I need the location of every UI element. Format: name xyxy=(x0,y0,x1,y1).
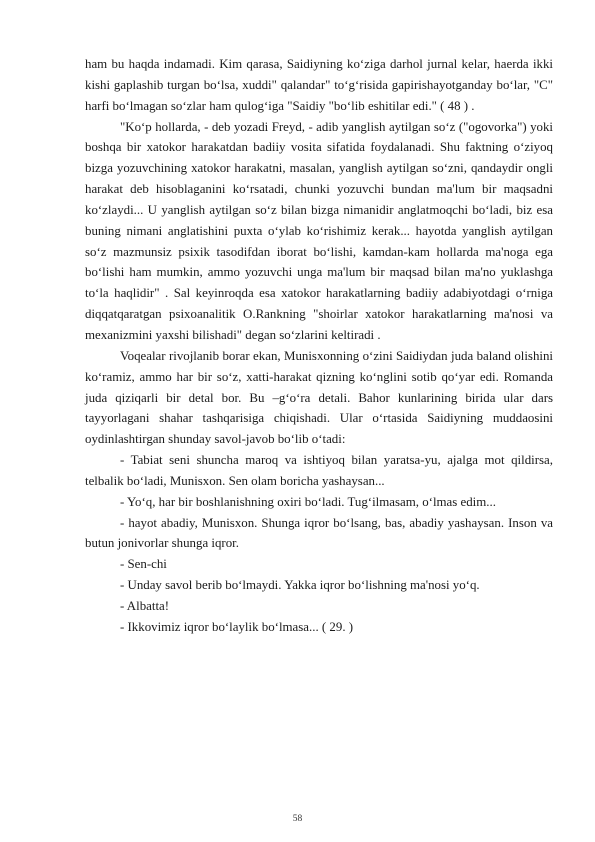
dialogue-line-3: - hayot abadiy, Munisxon. Shunga iqror bo‘lsang, bas, abadiy yashaysan. Inson va butun jonivorlar shunga iqror. xyxy=(85,515,553,551)
dialogue-line-5: - Unday savol berib bo‘lmaydi. Yakka iqror bo‘lishning ma'nosi yo‘q. xyxy=(120,578,480,593)
paragraph-1: ham bu haqda indamadi. Kim qarasa, Saidiyning ko‘ziga darhol jurnal kelar, haerda ikki kishi gaplashib turgan bo‘lsa, xuddi" qalandar" to‘g‘risida gapirishayotganday bo‘lar, "C" harfi bo‘lmagan so‘zlar ham qulog‘iga "Saidiy "bo‘lib eshitilar edi." ( 48 ) . xyxy=(85,57,553,113)
paragraph-2: "Ko‘p hollarda, - deb yozadi Freyd, - adib yanglish aytilgan so‘z ("ogovorka") yoki boshqa bir xatokor harakatdan badiiy vosita sifatida foydalanadi. Shu faktning o‘ziyoq bizga yozuvchining xatokor harakatni, masalan, yanglish aytilgan so‘zni, qandaydir ongli harakat deb hisoblaganini ko‘rsatadi, chunki yozuvchi bundan ma'lum bir maqsadni ko‘zlaydi... U yanglish aytilgan so‘z bilan bizga nimanidir anglatmoqchi bo‘ladi, biz esa buning nimani anglatishini puxta o‘ylab ko‘rishimiz kerak... hayotda yanglish aytilgan so‘z mazmunsiz psixik tasodifdan iborat bo‘lishi, kamdan-kam hollarda ma'noga ega bo‘lishi ham mumkin, ammo yozuvchi unga ma'lum bir maqsad bilan ma'no yuklashga to‘la haqlidir" . Sal keyinroqda esa xatokor harakatlarning badiiy adabiyotdagi o‘rniga diqqatqaratgan psixoanalitik O.Rankning "shoirlar xatokor harakatlarning ma'nosi va mexanizmini yaxshi bilishadi" degan so‘zlarini keltiradi . xyxy=(85,119,553,342)
dialogue-line-4: - Sen-chi xyxy=(120,557,167,572)
document-page xyxy=(85,54,553,638)
dialogue-line-1: - Tabiat seni shuncha maroq va ishtiyoq bilan yaratsa-yu, ajalga mot qildirsa, telbalik bo‘ladi, Munisxon. Sen olam boricha yashaysan... xyxy=(85,453,553,488)
paragraph-3: Voqealar rivojlanib borar ekan, Munisxonning o‘zini Saidiydan juda baland olishini ko‘ramiz, ammo har bir so‘z, xatti-harakat qizning ko‘nglini sotib qo‘yar edi. Romanda juda qiziqarli bir detal bor. Bu –g‘o‘ra detali. Bahor kunlarining birida ular dars tayyorlagani shahar tashqarisiga chiqishadi. Ular o‘rtasida Saidiyning muddaosini oydinlashtirgan shunday savol-javob bo‘lib o‘tadi: xyxy=(85,348,553,447)
page-number: 58 xyxy=(292,814,303,824)
dialogue-line-6: - Albatta! xyxy=(120,598,170,613)
dialogue-line-7: - Ikkovimiz iqror bo‘laylik bo‘lmasa... ( 29. ) xyxy=(120,619,354,634)
dialogue-line-2: - Yo‘q, har bir boshlanishning oxiri bo‘ladi. Tug‘ilmasam, o‘lmas edim... xyxy=(120,494,496,509)
